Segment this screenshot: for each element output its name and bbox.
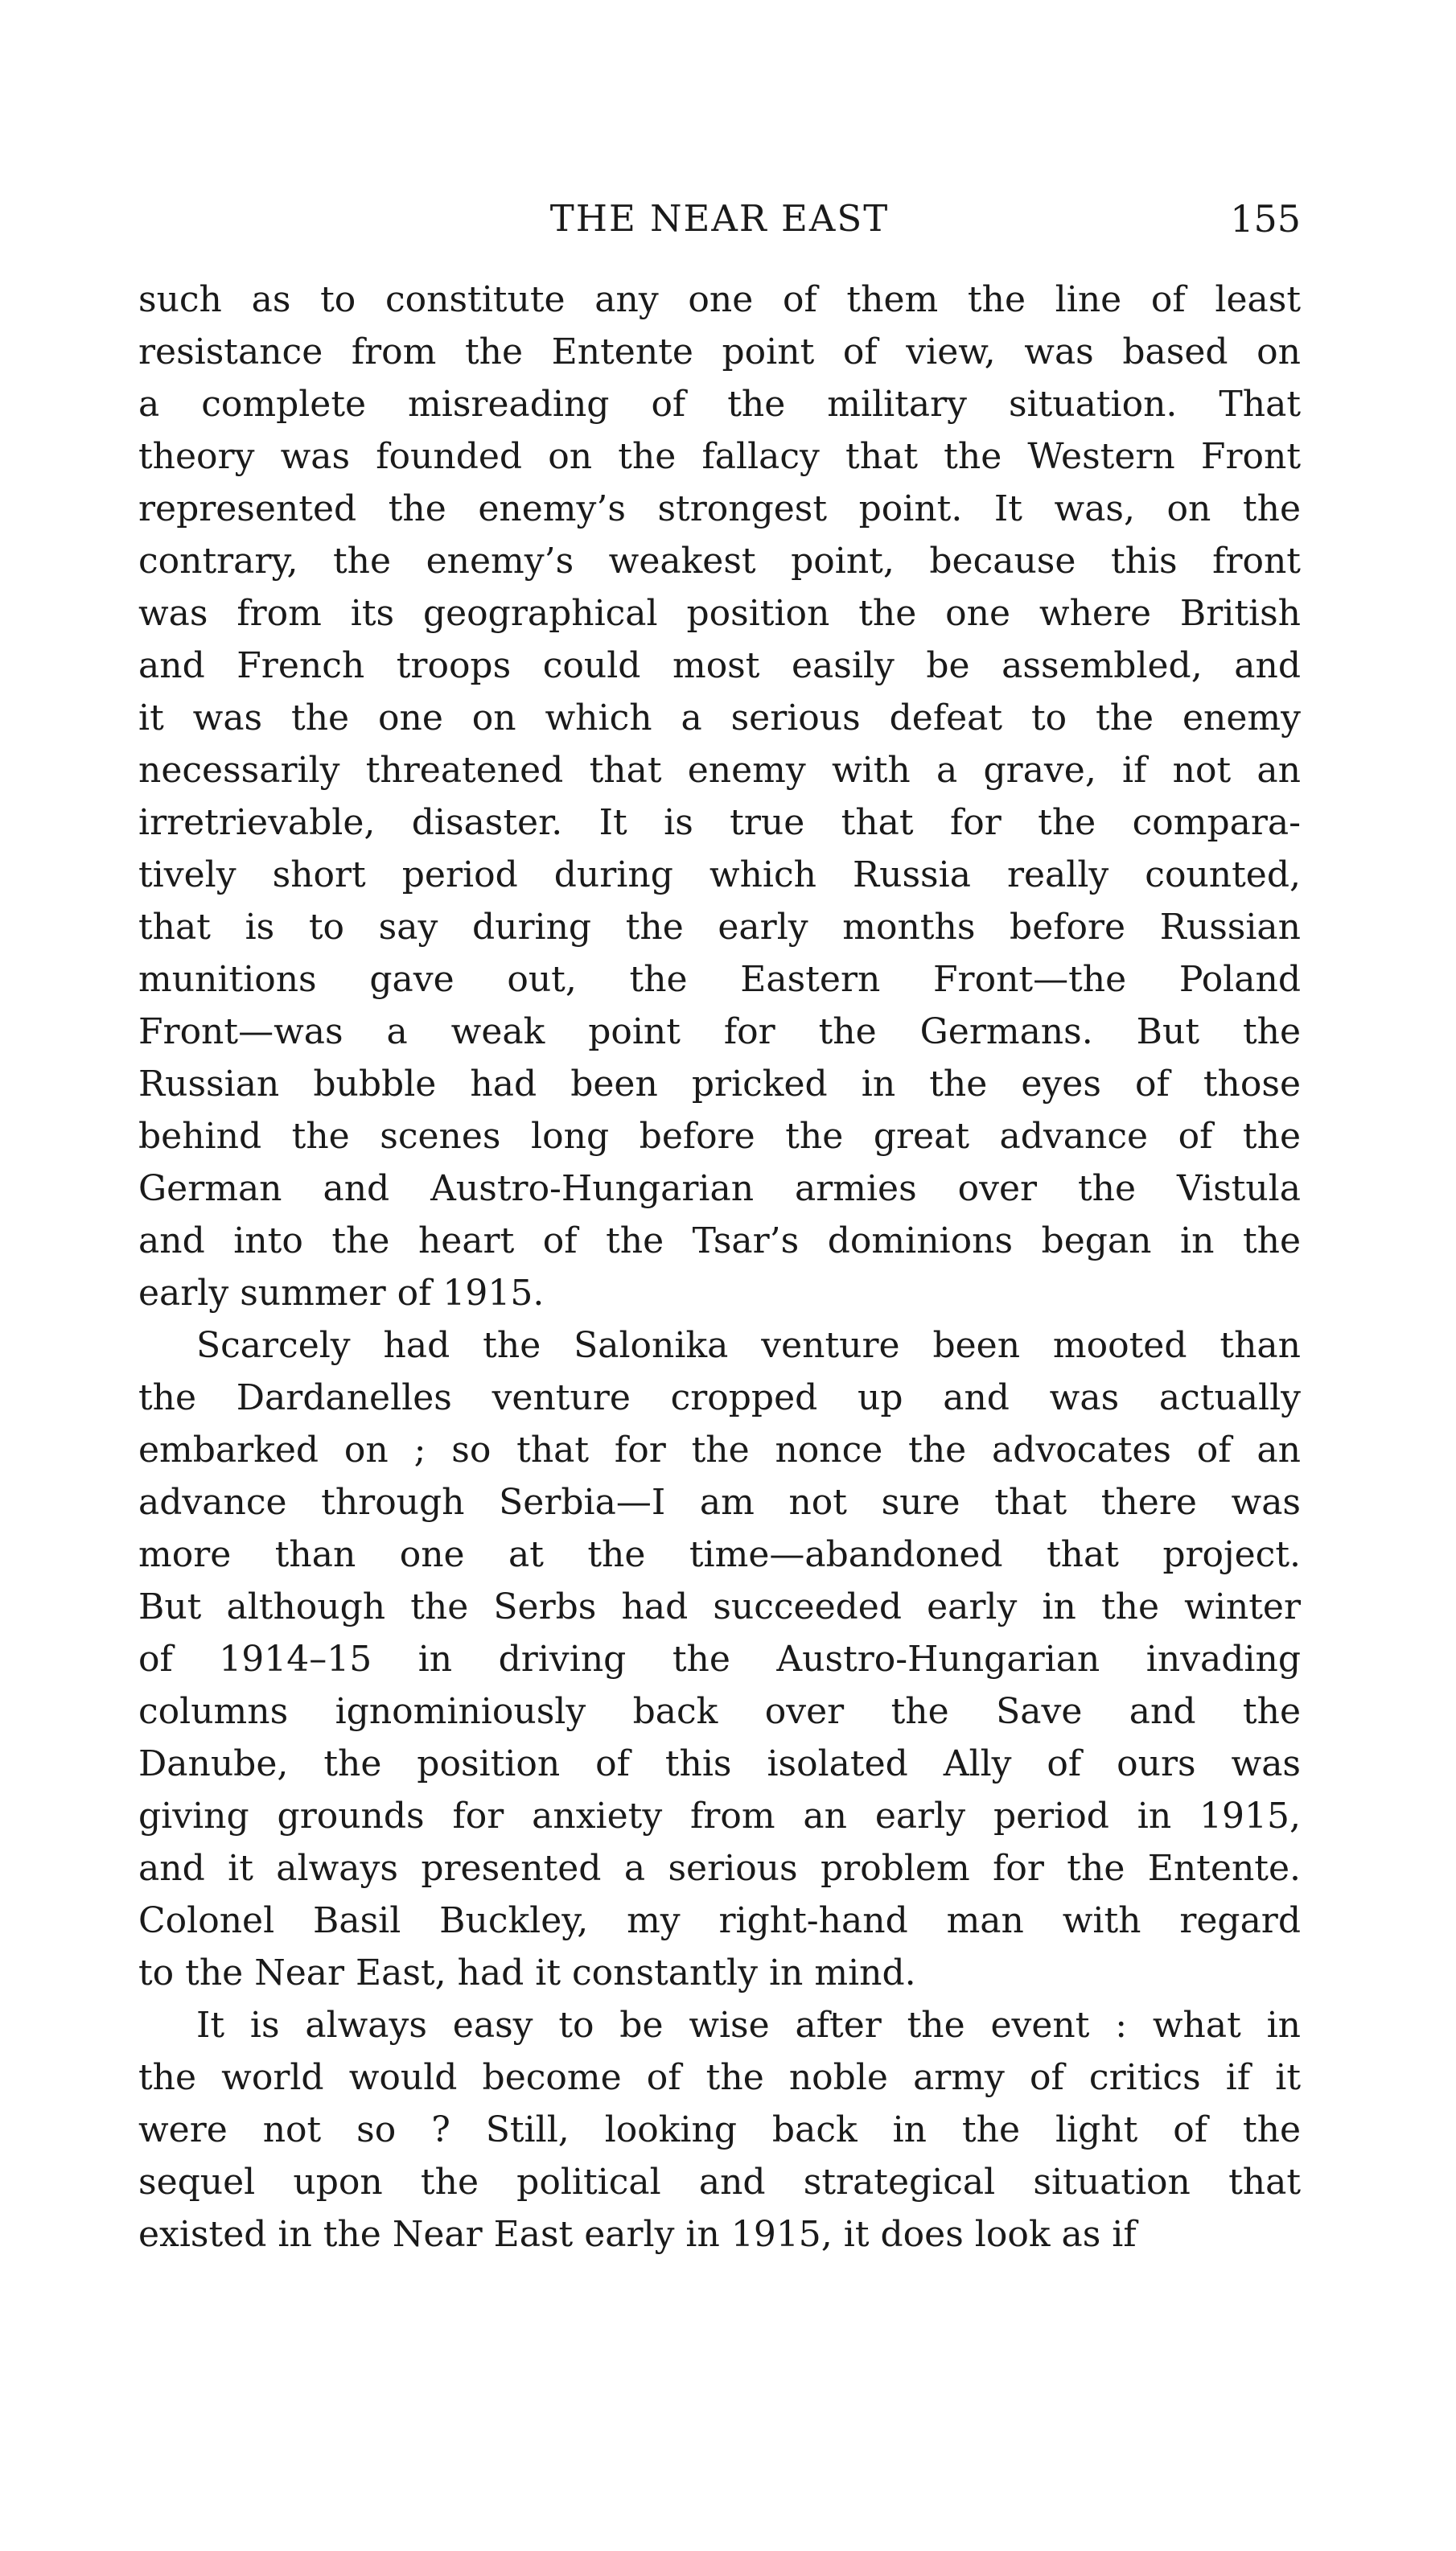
text-line: necessarily threatened that enemy with a grave, if not an bbox=[138, 750, 1301, 791]
running-head bbox=[138, 187, 1301, 251]
text-line: the Dardanelles venture cropped up and was actually bbox=[138, 1377, 1301, 1418]
text-line: irretrievable, disaster. It is true that for the compara- bbox=[138, 802, 1301, 843]
running-title: THE NEAR EAST bbox=[549, 197, 890, 240]
text-line: Scarcely had the Salonika venture been mooted than bbox=[196, 1325, 1301, 1366]
body-text bbox=[138, 274, 1301, 2261]
text-line: tively short period during which Russia really counted, bbox=[138, 854, 1301, 895]
text-line: sequel upon the political and strategical situation that bbox=[138, 2162, 1301, 2203]
text-line: giving grounds for anxiety from an early period in 1915, bbox=[138, 1796, 1301, 1837]
text-line: and French troops could most easily be assembled, and bbox=[138, 645, 1301, 686]
text-line: were not so ? Still, looking back in the light of the bbox=[138, 2109, 1301, 2150]
text-line: German and Austro-Hungarian armies over the Vistula bbox=[138, 1168, 1301, 1209]
text-line: embarked on ; so that for the nonce the advocates of an bbox=[138, 1430, 1301, 1471]
text-line: more than one at the time—abandoned that project. bbox=[138, 1534, 1301, 1575]
text-line: represented the enemy’s strongest point. It was, on the bbox=[138, 488, 1301, 529]
text-line: existed in the Near East early in 1915, it does look as if bbox=[138, 2214, 1137, 2255]
text-line: behind the scenes long before the great advance of the bbox=[138, 1116, 1301, 1157]
text-line: resistance from the Entente point of view, was based on bbox=[138, 331, 1301, 372]
text-line: a complete misreading of the military situation. That bbox=[138, 384, 1301, 425]
text-line: of 1914–15 in driving the Austro-Hungarian invading bbox=[138, 1639, 1301, 1680]
text-line: and it always presented a serious problem for the Entente. bbox=[138, 1848, 1301, 1889]
text-line: Danube, the position of this isolated Ally of ours was bbox=[138, 1743, 1301, 1784]
text-line: contrary, the enemy’s weakest point, because this front bbox=[138, 541, 1301, 582]
text-line: was from its geographical position the one where British bbox=[138, 593, 1301, 634]
text-line: advance through Serbia—I am not sure that there was bbox=[138, 1482, 1301, 1523]
text-line: it was the one on which a serious defeat to the enemy bbox=[138, 697, 1301, 739]
text-line: theory was founded on the fallacy that the Western Front bbox=[138, 436, 1301, 477]
page-number: 155 bbox=[1230, 197, 1301, 241]
text-line: Front—was a weak point for the Germans. But the bbox=[138, 1011, 1301, 1052]
text-line: Colonel Basil Buckley, my right-hand man with regard bbox=[138, 1900, 1301, 1941]
text-line: early summer of 1915. bbox=[138, 1273, 545, 1314]
paragraph bbox=[138, 274, 1301, 1319]
paragraph bbox=[138, 1319, 1301, 1999]
text-line: and into the heart of the Tsar’s dominions began in the bbox=[138, 1220, 1301, 1261]
text-line: to the Near East, had it constantly in mind. bbox=[138, 1952, 916, 1993]
text-line: But although the Serbs had succeeded early in the winter bbox=[138, 1586, 1301, 1627]
paragraph bbox=[138, 1999, 1301, 2261]
text-line: the world would become of the noble army of critics if it bbox=[138, 2057, 1301, 2098]
text-line: It is always easy to be wise after the event : what in bbox=[196, 2005, 1301, 2046]
text-line: columns ignominiously back over the Save and the bbox=[138, 1691, 1301, 1732]
text-line: such as to constitute any one of them the line of least bbox=[138, 279, 1301, 320]
text-line: Russian bubble had been pricked in the eyes of those bbox=[138, 1064, 1301, 1105]
text-line: that is to say during the early months before Russian bbox=[138, 907, 1301, 948]
text-line: munitions gave out, the Eastern Front—the Poland bbox=[138, 959, 1301, 1000]
